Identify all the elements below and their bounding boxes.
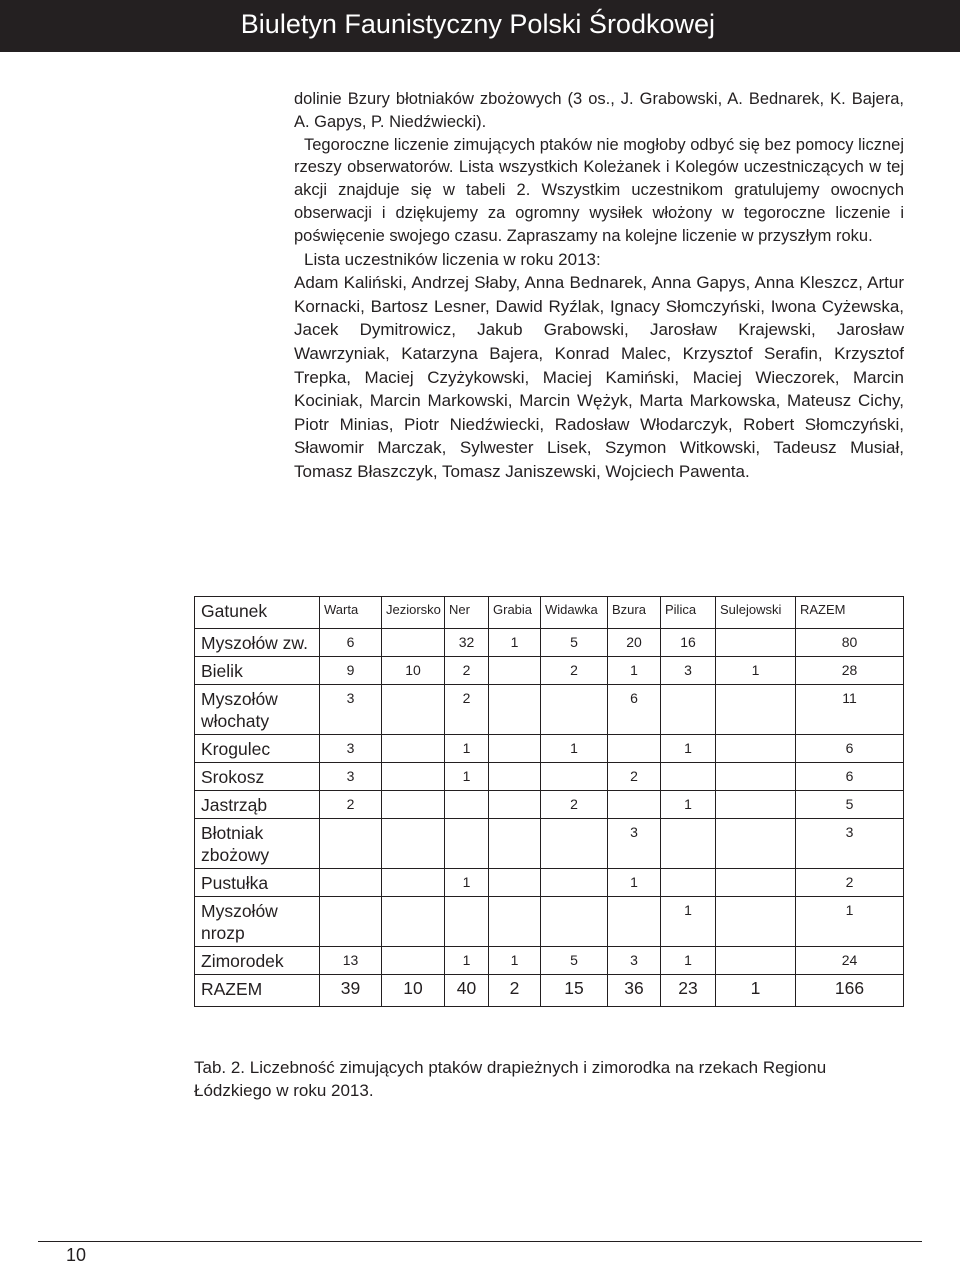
value-cell: [541, 897, 608, 947]
value-cell: [382, 629, 445, 657]
value-cell: 3: [661, 657, 716, 685]
value-cell: 36: [608, 975, 661, 1007]
value-cell: [716, 685, 796, 735]
value-cell: 1: [489, 629, 541, 657]
value-cell: 39: [320, 975, 382, 1007]
value-cell: 10: [382, 975, 445, 1007]
value-cell: [661, 819, 716, 869]
column-header: Widawka: [541, 597, 608, 629]
value-cell: [489, 735, 541, 763]
value-cell: [382, 947, 445, 975]
column-header: Jeziorsko: [382, 597, 445, 629]
value-cell: 1: [608, 869, 661, 897]
value-cell: [445, 897, 489, 947]
value-cell: 5: [796, 791, 904, 819]
table-row: [195, 763, 904, 791]
table-row: [195, 897, 904, 947]
value-cell: 1: [661, 947, 716, 975]
value-cell: [445, 791, 489, 819]
value-cell: 3: [320, 685, 382, 735]
species-cell: Jastrząb: [195, 791, 320, 819]
species-cell: Myszołów nrozp: [195, 897, 320, 947]
value-cell: [382, 685, 445, 735]
value-cell: 1: [796, 897, 904, 947]
value-cell: 1: [489, 947, 541, 975]
value-cell: 1: [716, 657, 796, 685]
species-cell: Srokosz: [195, 763, 320, 791]
value-cell: 6: [796, 763, 904, 791]
value-cell: [661, 869, 716, 897]
value-cell: [716, 947, 796, 975]
value-cell: 20: [608, 629, 661, 657]
value-cell: 32: [445, 629, 489, 657]
value-cell: [541, 819, 608, 869]
value-cell: [716, 629, 796, 657]
table-row: [195, 947, 904, 975]
species-table: [194, 596, 904, 1007]
value-cell: [716, 791, 796, 819]
value-cell: [541, 869, 608, 897]
value-cell: [320, 869, 382, 897]
value-cell: 5: [541, 947, 608, 975]
value-cell: [382, 791, 445, 819]
value-cell: [489, 685, 541, 735]
value-cell: [716, 735, 796, 763]
table-row: [195, 791, 904, 819]
value-cell: 11: [796, 685, 904, 735]
value-cell: [489, 657, 541, 685]
table-header-row: [195, 597, 904, 629]
value-cell: 9: [320, 657, 382, 685]
column-header: RAZEM: [796, 597, 904, 629]
value-cell: 2: [541, 657, 608, 685]
value-cell: 13: [320, 947, 382, 975]
value-cell: 1: [445, 735, 489, 763]
value-cell: 10: [382, 657, 445, 685]
value-cell: 15: [541, 975, 608, 1007]
paragraph: dolinie Bzury błotniaków zbożowych (3 os., J. Grabowski, A. Bednarek, K. Bajera, A. Gapys, P. Niedźwiecki).: [294, 90, 904, 131]
value-cell: [608, 735, 661, 763]
value-cell: 2: [489, 975, 541, 1007]
value-cell: 6: [320, 629, 382, 657]
value-cell: 2: [541, 791, 608, 819]
value-cell: 1: [661, 735, 716, 763]
table-row: [195, 869, 904, 897]
value-cell: [541, 763, 608, 791]
value-cell: 2: [445, 657, 489, 685]
value-cell: [716, 763, 796, 791]
species-cell: Bielik: [195, 657, 320, 685]
value-cell: 1: [661, 897, 716, 947]
column-header: Ner: [445, 597, 489, 629]
table-total-row: [195, 975, 904, 1007]
value-cell: 28: [796, 657, 904, 685]
value-cell: [541, 685, 608, 735]
body-text: [294, 88, 904, 484]
value-cell: [320, 897, 382, 947]
value-cell: [608, 897, 661, 947]
value-cell: 5: [541, 629, 608, 657]
value-cell: [382, 819, 445, 869]
value-cell: 16: [661, 629, 716, 657]
value-cell: 3: [320, 735, 382, 763]
column-header: Grabia: [489, 597, 541, 629]
table-row: [195, 685, 904, 735]
value-cell: 3: [796, 819, 904, 869]
value-cell: [382, 869, 445, 897]
value-cell: [716, 897, 796, 947]
value-cell: [716, 869, 796, 897]
column-header: Gatunek: [195, 597, 320, 629]
value-cell: [489, 869, 541, 897]
value-cell: [489, 763, 541, 791]
participants-heading: Lista uczestników liczenia w roku 2013:: [304, 249, 601, 269]
table-row: [195, 819, 904, 869]
value-cell: 6: [796, 735, 904, 763]
species-cell: Krogulec: [195, 735, 320, 763]
value-cell: [489, 897, 541, 947]
value-cell: [489, 791, 541, 819]
value-cell: 24: [796, 947, 904, 975]
value-cell: 6: [608, 685, 661, 735]
journal-title: Biuletyn Faunistyczny Polski Środkowej: [240, 9, 715, 39]
value-cell: [382, 897, 445, 947]
page-header: [0, 0, 960, 52]
value-cell: 2: [608, 763, 661, 791]
value-cell: 1: [445, 947, 489, 975]
value-cell: 2: [445, 685, 489, 735]
value-cell: 80: [796, 629, 904, 657]
value-cell: 166: [796, 975, 904, 1007]
table-row: [195, 657, 904, 685]
species-cell: Pustułka: [195, 869, 320, 897]
column-header: Sulejowski: [716, 597, 796, 629]
value-cell: 1: [716, 975, 796, 1007]
value-cell: 1: [445, 869, 489, 897]
value-cell: [320, 819, 382, 869]
value-cell: 3: [320, 763, 382, 791]
species-cell: Błotniak zbożowy: [195, 819, 320, 869]
value-cell: 1: [661, 791, 716, 819]
value-cell: [661, 763, 716, 791]
species-cell: Myszołów zw.: [195, 629, 320, 657]
value-cell: [661, 685, 716, 735]
value-cell: 40: [445, 975, 489, 1007]
value-cell: 1: [445, 763, 489, 791]
value-cell: [608, 791, 661, 819]
value-cell: 23: [661, 975, 716, 1007]
table-caption: Tab. 2. Liczebność zimujących ptaków drapieżnych i zimorodka na rzekach Regionu Łódzkiego w roku 2013.: [194, 1058, 827, 1100]
value-cell: 3: [608, 819, 661, 869]
column-header: Warta: [320, 597, 382, 629]
species-cell: Zimorodek: [195, 947, 320, 975]
value-cell: [716, 819, 796, 869]
footer-divider: [38, 1241, 922, 1242]
value-cell: [382, 735, 445, 763]
table-row: [195, 629, 904, 657]
value-cell: 3: [608, 947, 661, 975]
page-number: 10: [66, 1245, 87, 1265]
column-header: Pilica: [661, 597, 716, 629]
value-cell: [445, 819, 489, 869]
value-cell: [382, 763, 445, 791]
value-cell: 2: [796, 869, 904, 897]
paragraph: Tegoroczne liczenie zimujących ptaków nie mogłoby odbyć się bez pomocy licznej rzeszy obserwatorów. Lista wszystkich Koleżanek i Kolegów uczestniczących w tej akcji znajduje się w tabeli 2. Wszystkim uczestnikom gratulujemy owocnych obserwacji i dziękujemy za ogromny wysiłek włożony w tegoroczne liczenie i poświęcenie swojego czasu. Zapraszamy na kolejne liczenie w przyszłym roku.: [294, 135, 904, 245]
column-header: Bzura: [608, 597, 661, 629]
table-row: [195, 735, 904, 763]
species-cell: Myszołów włochaty: [195, 685, 320, 735]
value-cell: 2: [320, 791, 382, 819]
value-cell: 1: [608, 657, 661, 685]
value-cell: [489, 819, 541, 869]
species-cell: RAZEM: [195, 975, 320, 1007]
participants-list: Adam Kaliński, Andrzej Słaby, Anna Bednarek, Anna Gapys, Anna Kleszcz, Artur Kornacki, Bartosz Lesner, Dawid Ryźlak, Ignacy Słomczyński, Iwona Cyżewska, Jacek Dymitrowicz, Jakub Grabowski, Jarosław Krajewski, Jarosław Wawrzyniak, Katarzyna Bajera, Konrad Malec, Krzysztof Serafin, Krzysztof Trepka, Maciej Czyżykowski, Maciej Kamiński, Maciej Wieczorek, Marcin Kociniak, Marcin Markowski, Marcin Wężyk, Marta Markowska, Mateusz Cichy, Piotr Minias, Piotr Niedźwiecki, Radosław Włodarczyk, Robert Słomczyński, Sławomir Marczak, Sylwester Lisek, Szymon Witkowski, Tadeusz Musiał, Tomasz Błaszczyk, Tomasz Janiszewski, Wojciech Pawenta.: [294, 273, 904, 481]
value-cell: 1: [541, 735, 608, 763]
